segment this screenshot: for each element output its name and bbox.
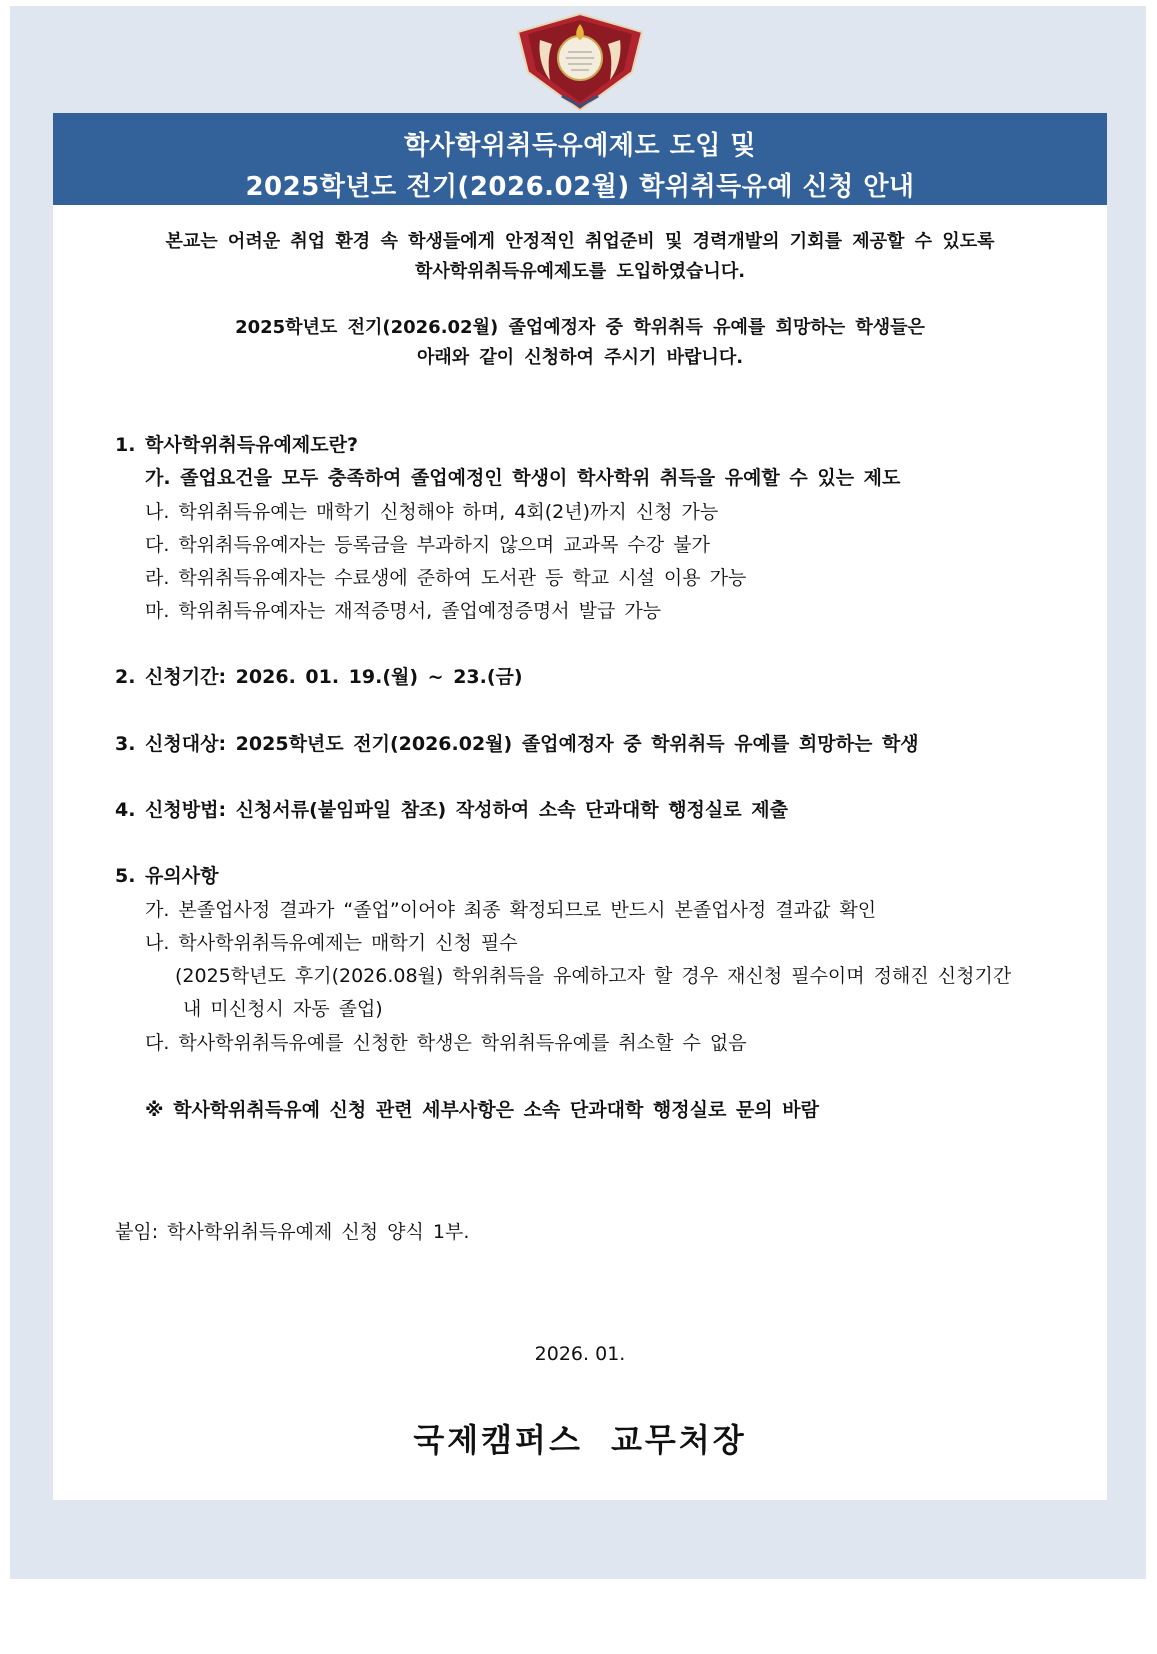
title-line-2: 2025학년도 전기(2026.02월) 학위취득유예 신청 안내 (245, 172, 915, 202)
section-5-item-b-note-2: 내 미신청시 자동 졸업) (183, 998, 383, 1020)
section-5-item-b: 나. 학사학위취득유예제는 매학기 신청 필수 (145, 932, 518, 954)
attachment-note: 붙임: 학사학위취득유예제 신청 양식 1부. (115, 1221, 470, 1243)
inquiry-notice: ※ 학사학위취득유예 신청 관련 세부사항은 소속 단과대학 행정실로 문의 바람 (145, 1099, 819, 1121)
intro-p1-line1: 본교는 어려운 취업 환경 속 학생들에게 안정적인 취업준비 및 경력개발의 기회를 제공할 수 있도록 (165, 231, 995, 252)
section-5-title: 5. 유의사항 (115, 865, 219, 887)
issuer-signature: 국제캠퍼스 교무처장 (413, 1421, 747, 1459)
section-1-item-b: 나. 학위취득유예는 매학기 신청해야 하며, 4회(2년)까지 신청 가능 (145, 501, 719, 523)
section-4-method: 4. 신청방법: 신청서류(붙임파일 참조) 작성하여 소속 단과대학 행정실로 제출 (115, 799, 788, 821)
issue-date: 2026. 01. (534, 1343, 626, 1365)
section-3-target: 3. 신청대상: 2025학년도 전기(2026.02월) 졸업예정자 중 학위취득 유예를 희망하는 학생 (115, 733, 919, 755)
section-1-title: 1. 학사학위취득유예제도란? (115, 434, 358, 456)
title-banner (53, 113, 1107, 205)
section-1-item-c: 다. 학위취득유예자는 등록금을 부과하지 않으며 교과목 수강 불가 (145, 534, 710, 556)
intro-p2-line2: 아래와 같이 신청하여 주시기 바랍니다. (416, 347, 744, 368)
university-seal-logo (510, 10, 650, 114)
intro-p2-line1: 2025학년도 전기(2026.02월) 졸업예정자 중 학위취득 유예를 희망하는 학생들은 (235, 317, 925, 338)
section-5-item-a: 가. 본졸업사정 결과가 “졸업”이어야 최종 확정되므로 반드시 본졸업사정 결과값 확인 (145, 899, 877, 921)
section-1-item-a: 가. 졸업요건을 모두 충족하여 졸업예정인 학생이 학사학위 취득을 유예할 수 있는 제도 (145, 467, 901, 489)
section-1-item-e: 마. 학위취득유예자는 재적증명서, 졸업예정증명서 발급 가능 (145, 600, 662, 622)
intro-p1-line2: 학사학위취득유예제도를 도입하였습니다. (414, 261, 746, 282)
section-2-period: 2. 신청기간: 2026. 01. 19.(월) ~ 23.(금) (115, 666, 523, 688)
section-1-item-d: 라. 학위취득유예자는 수료생에 준하여 도서관 등 학교 시설 이용 가능 (145, 567, 747, 589)
section-5-item-c: 다. 학사학위취득유예를 신청한 학생은 학위취득유예를 취소할 수 없음 (145, 1032, 747, 1054)
section-5-item-b-note-1: (2025학년도 후기(2026.08월) 학위취득을 유예하고자 할 경우 재신청 필수이며 정해진 신청기간 (175, 965, 1012, 987)
document-body (53, 205, 1107, 1500)
title-line-1: 학사학위취득유예제도 도입 및 (403, 131, 757, 161)
